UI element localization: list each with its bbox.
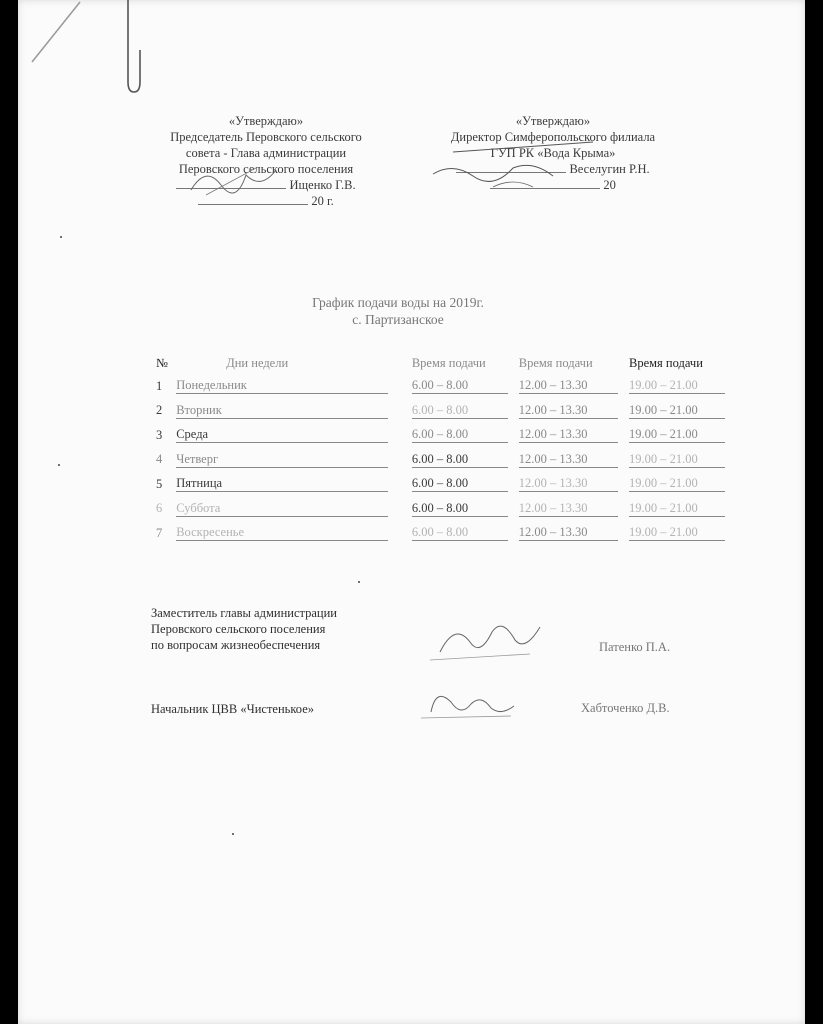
table-header-row bbox=[156, 352, 736, 374]
approval-line: Директор Симферопольского филиала bbox=[450, 130, 656, 144]
row-time-2: 12.00 – 13.30 bbox=[519, 452, 618, 468]
table-row bbox=[156, 399, 736, 424]
table-row bbox=[156, 374, 736, 399]
table-row bbox=[156, 423, 736, 448]
signature-scribble-signer-1 bbox=[430, 612, 550, 667]
row-time-3: 19.00 – 21.00 bbox=[629, 476, 725, 492]
document-page bbox=[18, 0, 805, 1024]
scan-speck bbox=[60, 236, 62, 238]
row-time-3: 19.00 – 21.00 bbox=[629, 525, 725, 541]
row-day: Воскресенье bbox=[176, 525, 388, 541]
signer-position-line: Заместитель главы администрации bbox=[151, 606, 337, 620]
table-row bbox=[156, 521, 736, 546]
table-row bbox=[156, 448, 736, 473]
row-time-1: 6.00 – 8.00 bbox=[412, 378, 508, 394]
row-time-2: 12.00 – 13.30 bbox=[519, 378, 618, 394]
table-row bbox=[156, 472, 736, 497]
approval-line: ГУП РК «Вода Крыма» bbox=[490, 146, 616, 160]
scan-speck bbox=[58, 464, 60, 466]
approval-title: «Утверждаю» bbox=[515, 114, 591, 128]
approval-title: «Утверждаю» bbox=[228, 114, 304, 128]
scan-speck bbox=[358, 581, 360, 583]
row-number: 4 bbox=[156, 452, 163, 467]
document-title bbox=[248, 294, 548, 328]
scan-speck bbox=[232, 833, 234, 835]
row-day: Среда bbox=[176, 427, 388, 443]
row-number: 2 bbox=[156, 403, 163, 418]
row-time-2: 12.00 – 13.30 bbox=[519, 427, 618, 443]
approval-line: Перовского сельского поселения bbox=[178, 162, 354, 176]
header-time-3: Время подачи bbox=[629, 355, 703, 370]
row-time-2: 12.00 – 13.30 bbox=[519, 476, 618, 492]
row-time-1: 6.00 – 8.00 bbox=[412, 476, 508, 492]
signer-position-line: Начальник ЦВВ «Чистенькое» bbox=[151, 702, 315, 716]
signer-name: Патенко П.А. bbox=[599, 640, 671, 654]
table-row bbox=[156, 497, 736, 522]
signer-block-1 bbox=[151, 605, 337, 653]
signer-position-line: Перовского сельского поселения bbox=[151, 622, 326, 636]
row-time-3: 19.00 – 21.00 bbox=[629, 403, 725, 419]
row-time-1: 6.00 – 8.00 bbox=[412, 525, 508, 541]
row-number: 5 bbox=[156, 476, 163, 491]
row-day: Понедельник bbox=[176, 378, 388, 394]
row-number: 7 bbox=[156, 525, 163, 540]
approval-line: Председатель Перовского сельского bbox=[170, 130, 362, 144]
row-day: Четверг bbox=[176, 452, 388, 468]
row-number: 6 bbox=[156, 501, 163, 516]
header-time-1: Время подачи bbox=[411, 355, 486, 370]
row-day: Пятница bbox=[176, 476, 388, 492]
approval-signer-name: Веселугин Р.Н. bbox=[569, 162, 650, 176]
paper-clip-icon bbox=[118, 0, 148, 100]
row-time-3: 19.00 – 21.00 bbox=[629, 501, 725, 517]
row-time-2: 12.00 – 13.30 bbox=[519, 525, 618, 541]
document-subtitle: с. Партизанское bbox=[352, 312, 444, 327]
row-time-1: 6.00 – 8.00 bbox=[412, 501, 508, 517]
row-number: 3 bbox=[156, 427, 163, 442]
row-day: Вторник bbox=[176, 403, 388, 419]
approval-line: совета - Глава администрации bbox=[185, 146, 347, 160]
row-time-3: 19.00 – 21.00 bbox=[629, 378, 725, 394]
row-time-3: 19.00 – 21.00 bbox=[629, 452, 725, 468]
header-time-2: Время подачи bbox=[518, 355, 593, 370]
approval-date: 20 bbox=[603, 178, 616, 192]
row-time-3: 19.00 – 21.00 bbox=[629, 427, 725, 443]
row-time-1: 6.00 – 8.00 bbox=[412, 427, 508, 443]
signer-position-line: по вопросам жизнеобеспечения bbox=[151, 638, 321, 652]
row-time-2: 12.00 – 13.30 bbox=[519, 501, 618, 517]
signature-scribble-right bbox=[423, 132, 623, 192]
water-schedule-table bbox=[156, 352, 736, 546]
signature-scribble-signer-2 bbox=[416, 682, 526, 727]
row-time-1: 6.00 – 8.00 bbox=[412, 452, 508, 468]
signer-block-2 bbox=[151, 701, 314, 717]
row-day: Суббота bbox=[176, 501, 388, 517]
header-day: Дни недели bbox=[226, 355, 289, 370]
document-title-line: График подачи воды на 2019г. bbox=[312, 295, 484, 310]
approval-date: 20 г. bbox=[311, 194, 334, 208]
signer-name: Хабточенко Д.В. bbox=[581, 701, 670, 715]
header-number: № bbox=[156, 355, 168, 370]
approval-signer-name: Ищенко Г.В. bbox=[289, 178, 356, 192]
row-number: 1 bbox=[156, 378, 163, 393]
page-fold-line bbox=[28, 0, 88, 70]
signature-scribble-left bbox=[186, 160, 296, 200]
row-time-2: 12.00 – 13.30 bbox=[519, 403, 618, 419]
row-time-1: 6.00 – 8.00 bbox=[412, 403, 508, 419]
